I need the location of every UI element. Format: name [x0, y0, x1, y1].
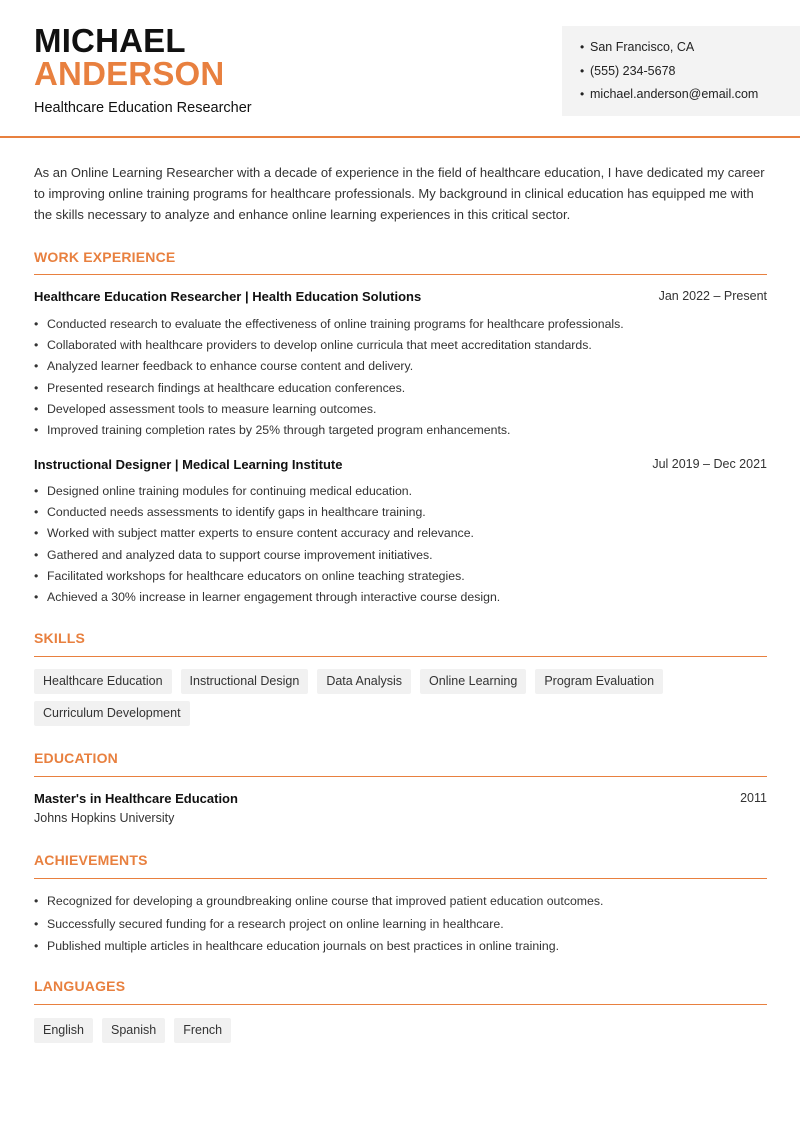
bullet-icon: • [34, 939, 39, 953]
bullet-icon: • [34, 894, 39, 908]
list-item [34, 483, 774, 504]
work-experience-heading: WORK EXPERIENCE [34, 249, 176, 265]
list-item [34, 316, 774, 337]
list-item [34, 525, 774, 546]
bullet-text: Recognized for developing a groundbreaking online course that improved patient education outcomes. [47, 894, 604, 908]
bullet-text: Successfully secured funding for a research project on online learning in healthcare. [47, 916, 504, 931]
list-item [34, 380, 774, 401]
list-item [34, 893, 774, 916]
bullet-text: Collaborated with healthcare providers to develop online curricula that meet accreditation standards. [47, 338, 592, 353]
section-divider [34, 776, 767, 777]
list-item [34, 916, 774, 939]
list-item [34, 422, 774, 443]
job-date: Jan 2022 – Present [658, 289, 767, 303]
bullet-text: Facilitated workshops for healthcare educators on online teaching strategies. [47, 568, 465, 583]
skill-tag: Instructional Design [181, 669, 309, 694]
email-link[interactable]: michael.anderson@email.com [590, 87, 759, 101]
bullet-icon: • [580, 63, 585, 78]
section-divider [34, 878, 767, 879]
list-item [34, 568, 774, 589]
bullet-text: Improved training completion rates by 25% through targeted program enhancements. [47, 422, 511, 437]
first-name: MICHAEL [34, 22, 186, 59]
achievements-heading: ACHIEVEMENTS [34, 852, 148, 868]
bullet-text: Analyzed learner feedback to enhance course content and delivery. [47, 359, 414, 374]
job-title: Healthcare Education Researcher [34, 100, 252, 116]
resume-header [0, 0, 800, 138]
language-tag: French [174, 1018, 231, 1043]
bullet-icon: • [34, 568, 39, 583]
language-tag: English [34, 1018, 93, 1043]
job-date: Jul 2019 – Dec 2021 [652, 457, 767, 471]
bullet-icon: • [34, 317, 39, 331]
bullet-text: Developed assessment tools to measure learning outcomes. [47, 401, 377, 416]
section-divider [34, 656, 767, 657]
language-tags [34, 1018, 774, 1050]
skill-tag: Online Learning [420, 669, 526, 694]
education-heading: EDUCATION [34, 750, 118, 766]
languages-heading: LANGUAGES [34, 978, 126, 994]
list-item [34, 401, 774, 422]
bullet-text: Gathered and analyzed data to support course improvement initiatives. [47, 547, 433, 562]
last-name: ANDERSON [34, 55, 225, 92]
bullet-icon: • [34, 380, 39, 395]
bullet-icon: • [34, 422, 39, 437]
skill-tag: Program Evaluation [535, 669, 663, 694]
bullet-icon: • [34, 505, 39, 520]
contact-location [580, 39, 800, 63]
bullet-icon: • [34, 338, 39, 353]
bullet-text: Achieved a 30% increase in learner engagement through interactive course design. [47, 589, 501, 604]
degree: Master's in Healthcare Education [34, 791, 238, 806]
job-header [34, 457, 767, 472]
education-header [34, 791, 767, 806]
bullet-icon: • [580, 87, 585, 101]
skill-tag: Curriculum Development [34, 701, 190, 726]
skills-heading: SKILLS [34, 630, 85, 646]
bullet-text: Conducted research to evaluate the effectiveness of online training programs for healthcare professionals. [47, 317, 624, 331]
bullet-text: Designed online training modules for continuing medical education. [47, 484, 413, 498]
bullet-icon: • [34, 589, 39, 604]
bullet-text: Presented research findings at healthcare education conferences. [47, 380, 406, 395]
section-divider [34, 1004, 767, 1005]
job-role: Healthcare Education Researcher | Health Education Solutions [34, 289, 422, 304]
list-item [34, 504, 774, 525]
list-item [34, 358, 774, 379]
list-item [34, 547, 774, 568]
section-divider [34, 274, 767, 275]
job-role: Instructional Designer | Medical Learning Institute [34, 457, 343, 472]
graduation-year: 2011 [740, 791, 767, 805]
bullet-icon: • [580, 40, 585, 54]
skill-tag: Healthcare Education [34, 669, 172, 694]
skill-tag: Data Analysis [317, 669, 411, 694]
job-header [34, 289, 767, 304]
bullet-text: Published multiple articles in healthcare education journals on best practices in online training. [47, 939, 559, 953]
bullet-icon: • [34, 401, 39, 416]
location-text: San Francisco, CA [590, 40, 695, 54]
list-item [34, 337, 774, 358]
bullet-text: Worked with subject matter experts to ensure content accuracy and relevance. [47, 526, 474, 541]
list-item [34, 589, 774, 610]
bullet-icon: • [34, 526, 39, 541]
school-name: Johns Hopkins University [34, 811, 175, 825]
contact-box [562, 26, 800, 116]
bullet-text: Conducted needs assessments to identify gaps in healthcare training. [47, 505, 426, 520]
contact-email[interactable] [580, 86, 800, 110]
job-bullets [34, 483, 774, 610]
bullet-icon: • [34, 484, 39, 498]
bullet-icon: • [34, 359, 39, 374]
skills-tags [34, 669, 774, 733]
bullet-icon: • [34, 547, 39, 562]
bullet-icon: • [34, 916, 39, 931]
list-item [34, 938, 774, 961]
achievement-bullets [34, 893, 774, 961]
summary-paragraph: As an Online Learning Researcher with a decade of experience in the field of healthcare education, I have dedicated my career to improving online training programs for healthcare professionals. My background in clinical education has equipped me with the skills necessary to analyze and enhance online learning experiences in this critical sector. [34, 165, 765, 222]
phone-text: (555) 234-5678 [590, 63, 676, 78]
language-tag: Spanish [102, 1018, 165, 1043]
job-bullets [34, 316, 774, 443]
contact-phone [580, 63, 800, 87]
